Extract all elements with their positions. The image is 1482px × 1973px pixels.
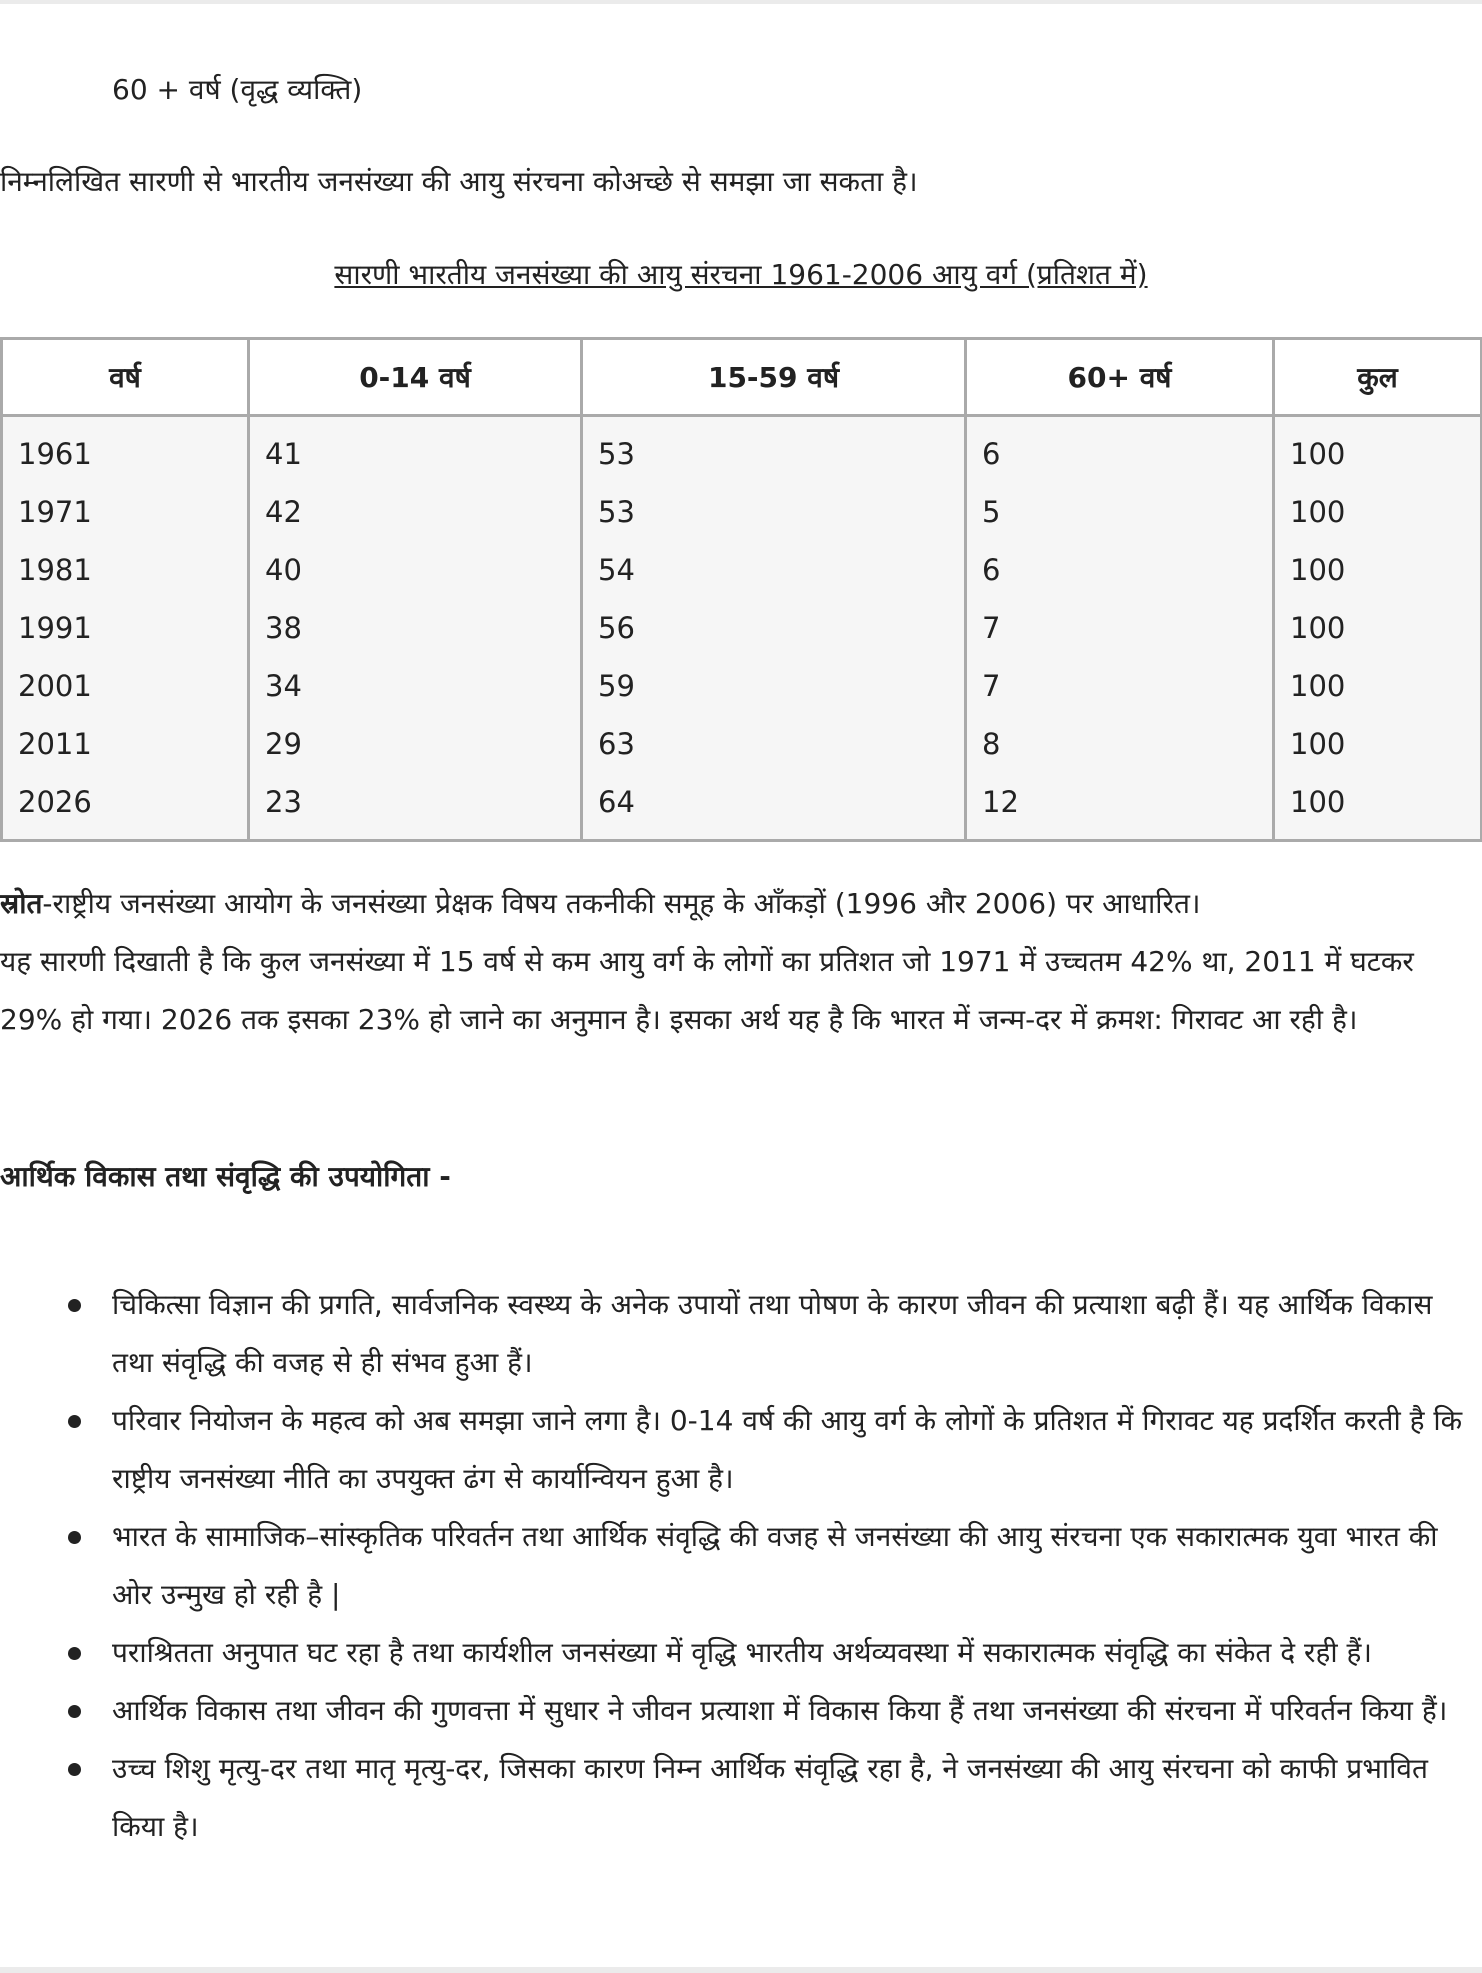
cell-total: 100 [1274,416,1482,484]
table-row [2,773,1482,841]
list-item-text: भारत के सामाजिक–सांस्कृतिक परिवर्तन तथा आर्थिक संवृद्धि की वजह से जनसंख्या की आयु संरचना एक सकारात्मक युवा भारत की ओर उन्मुख हो रही है | [112,1520,1438,1611]
section-heading: आर्थिक विकास तथा संवृद्धि की उपयोगिता - [0,1160,451,1193]
cell-age-0-14: 34 [249,657,582,715]
source-label: स्रोत [0,887,43,920]
cell-age-0-14: 29 [249,715,582,773]
cell-age-15-59: 54 [582,541,966,599]
cell-year: 2026 [2,773,249,841]
header-60-plus: 60+ वर्ष [966,339,1274,416]
table-row [2,715,1482,773]
cell-age-60-plus: 8 [966,715,1274,773]
analysis-paragraph: यह सारणी दिखाती है कि कुल जनसंख्या में 15 वर्ष से कम आयु वर्ग के लोगों का प्रतिशत जो 1971 में उच्चतम 42% था, 2011 में घटकर 29% हो गया। 2026 तक इसका 23% हो जाने का अनुमान है। इसका अर्थ यह है कि भारत में जन्म-दर में क्रमश: गिरावट आ रही है। [0,945,1414,1036]
cell-age-0-14: 38 [249,599,582,657]
header-15-59: 15-59 वर्ष [582,339,966,416]
cell-age-60-plus: 7 [966,599,1274,657]
cell-year: 2001 [2,657,249,715]
cell-age-60-plus: 6 [966,416,1274,484]
top-border [0,0,1482,4]
list-item-text: परिवार नियोजन के महत्व को अब समझा जाने लगा है। 0-14 वर्ष की आयु वर्ग के लोगों के प्रतिशत में गिरावट यह प्रदर्शित करती है कि राष्ट्रीय जनसंख्या नीति का उपयुक्त ढंग से कार्यान्वियन हुआ है। [112,1404,1463,1495]
header-total: कुल [1274,339,1482,416]
list-item [0,1508,1480,1624]
table-row [2,483,1482,541]
cell-total: 100 [1274,599,1482,657]
cell-year: 1961 [2,416,249,484]
cell-age-60-plus: 7 [966,657,1274,715]
list-item [0,1624,1480,1682]
benefits-list [0,1276,1480,1856]
cell-age-15-59: 53 [582,483,966,541]
list-item [0,1392,1480,1508]
cell-age-0-14: 41 [249,416,582,484]
cell-age-0-14: 40 [249,541,582,599]
bullet-icon [68,1763,81,1776]
bullet-icon [68,1299,81,1312]
cell-age-0-14: 23 [249,773,582,841]
cell-age-15-59: 53 [582,416,966,484]
source-note [0,875,1482,933]
cell-age-60-plus: 12 [966,773,1274,841]
cell-year: 1971 [2,483,249,541]
table-caption: सारणी भारतीय जनसंख्या की आयु संरचना 1961-2006 आयु वर्ग (प्रतिशत में) [334,258,1148,291]
cell-year: 2011 [2,715,249,773]
list-item [0,1276,1480,1392]
header-0-14: 0-14 वर्ष [249,339,582,416]
cell-age-15-59: 56 [582,599,966,657]
bullet-icon [68,1415,81,1428]
cell-age-15-59: 59 [582,657,966,715]
source-text: -राष्ट्रीय जनसंख्या आयोग के जनसंख्या प्रेक्षक विषय तकनीकी समूह के आँकड़ों (1996 और 2006) पर आधारित। [42,887,1201,920]
cell-age-60-plus: 6 [966,541,1274,599]
cell-total: 100 [1274,715,1482,773]
cell-total: 100 [1274,483,1482,541]
cell-year: 1991 [2,599,249,657]
cell-year: 1981 [2,541,249,599]
cell-total: 100 [1274,773,1482,841]
cell-total: 100 [1274,541,1482,599]
cell-age-60-plus: 5 [966,483,1274,541]
list-item-text: आर्थिक विकास तथा जीवन की गुणवत्ता में सुधार ने जीवन प्रत्याशा में विकास किया हैं तथा जनसंख्या की संरचना में परिवर्तन किया हैं। [112,1694,1448,1727]
bullet-icon [68,1531,81,1544]
table-row [2,599,1482,657]
intro-paragraph: निम्नलिखित सारणी से भारतीय जनसंख्या की आयु संरचना कोअच्छे से समझा जा सकता है। [0,165,918,198]
cell-age-15-59: 63 [582,715,966,773]
cell-age-15-59: 64 [582,773,966,841]
list-item-text: उच्च शिशु मृत्यु-दर तथा मातृ मृत्यु-दर, जिसका कारण निम्न आर्थिक संवृद्धि रहा है, ने जनसंख्या की आयु संरचना को काफी प्रभावित किया है। [112,1752,1428,1843]
table-row [2,416,1482,484]
list-item [0,1740,1480,1856]
list-item [0,1682,1480,1740]
table-row [2,657,1482,715]
bullet-icon [68,1705,81,1718]
header-year: वर्ष [2,339,249,416]
bullet-icon [68,1647,81,1660]
list-item-text: चिकित्सा विज्ञान की प्रगति, सार्वजनिक स्वस्थ्य के अनेक उपायों तथा पोषण के कारण जीवन की प्रत्याशा बढ़ी हैं। यह आर्थिक विकास तथा संवृद्धि की वजह से ही संभव हुआ हैं। [112,1288,1433,1379]
table-row [2,541,1482,599]
age-structure-table [0,337,1482,842]
cell-age-0-14: 42 [249,483,582,541]
bottom-border [0,1967,1482,1973]
cell-total: 100 [1274,657,1482,715]
list-item-text: पराश्रितता अनुपात घट रहा है तथा कार्यशील जनसंख्या में वृद्धि भारतीय अर्थव्यवस्था में सकारात्मक संवृद्धि का संकेत दे रही हैं। [112,1636,1372,1669]
table-header-row [2,339,1482,416]
intro-list-item: 60 + वर्ष (वृद्ध व्यक्ति) [112,73,363,106]
